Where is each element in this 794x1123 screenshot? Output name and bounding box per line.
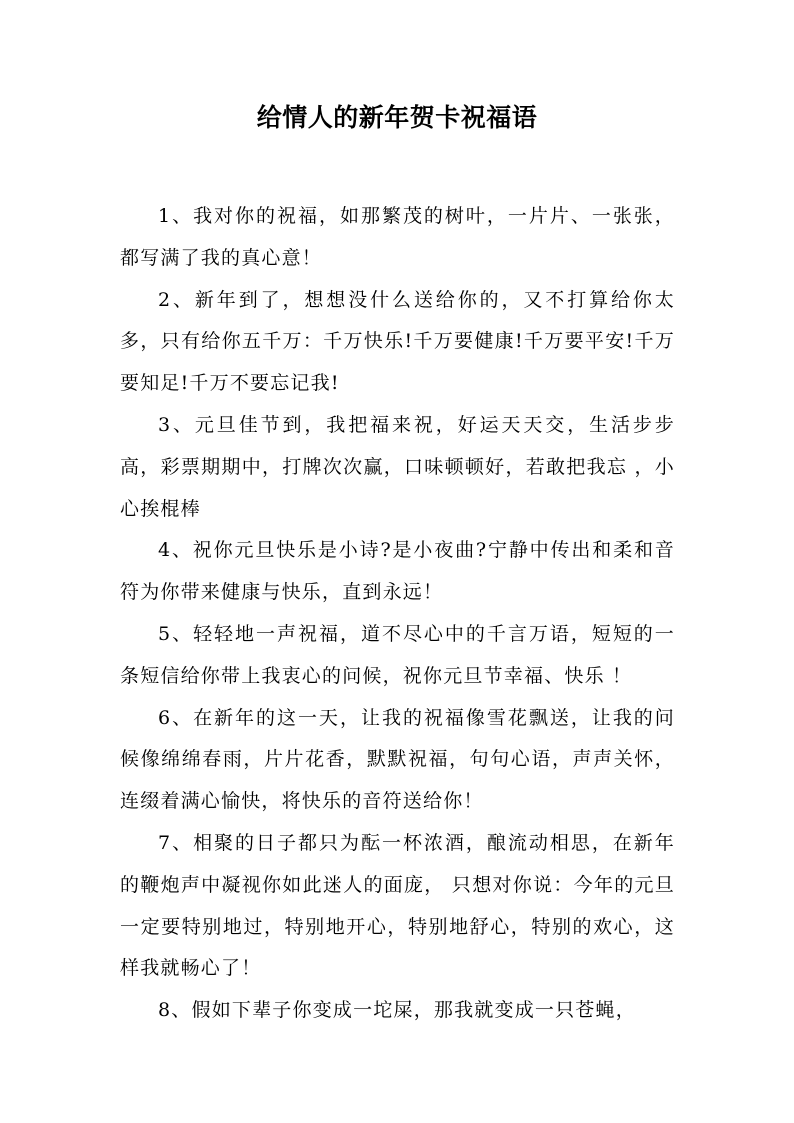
paragraph-8: 8、假如下辈子你变成一坨屎，那我就变成一只苍蝇， (158, 999, 636, 1022)
document-body (120, 196, 675, 1032)
document-title: 给情人的新年贺卡祝福语 (256, 103, 538, 132)
paragraph-3: 3、元旦佳节到，我把福来祝，好运天天交，生活步步高，彩票期期中，打牌次次赢，口味顿顿好，若敢把我忘 ，小心挨棍棒 (120, 413, 675, 520)
paragraph-4: 4、祝你元旦快乐是小诗?是小夜曲?宁静中传出和柔和音符为你带来健康与快乐，直到永远！ (120, 539, 675, 604)
paragraph-2: 2、新年到了，想想没什么送给你的，又不打算给你太多，只有给你五千万：千万快乐!千万要健康!千万要平安!千万要知足!千万不要忘记我! (120, 288, 675, 395)
paragraph-6: 6、在新年的这一天，让我的祝福像雪花飘送，让我的问候像绵绵春雨，片片花香，默默祝福，句句心语，声声关怀，连缀着满心愉快，将快乐的音符送给你！ (120, 706, 675, 813)
paragraph-5: 5、轻轻地一声祝福，道不尽心中的千言万语，短短的一条短信给你带上我衷心的问候，祝你元旦节幸福、快乐 ！ (120, 622, 675, 687)
paragraph-1: 1、我对你的祝福，如那繁茂的树叶，一片片、一张张，都写满了我的真心意！ (120, 205, 675, 269)
paragraph-7: 7、相聚的日子都只为酝一杯浓酒，酿流动相思，在新年的鞭炮声中凝视你如此迷人的面庞， 只想对你说：今年的元旦一定要特别地过，特别地开心，特别地舒心，特别的欢心，这样我就畅心了！ (120, 831, 675, 980)
